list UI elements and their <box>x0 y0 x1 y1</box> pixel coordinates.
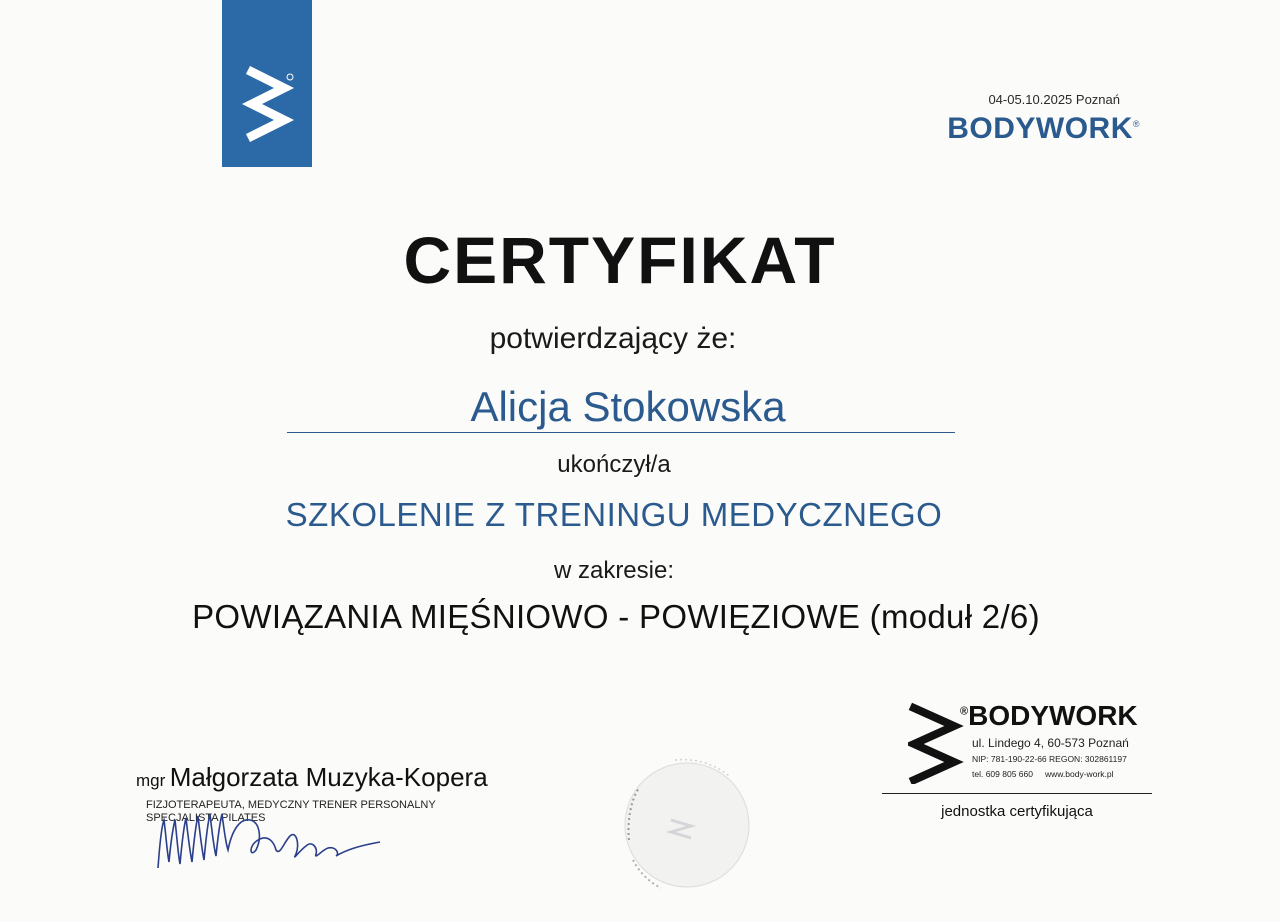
event-date: 04-05.10.2025 Poznań <box>988 92 1120 107</box>
registered-mark: ® <box>1132 119 1140 129</box>
name-underline <box>287 432 955 433</box>
signatory-prefix: mgr <box>136 771 166 790</box>
company-w-logo-icon <box>908 702 968 784</box>
recipient-name: Alicja Stokowska <box>470 383 786 430</box>
signatory-fullname: Małgorzata Muzyka-Kopera <box>169 762 488 792</box>
w-logo-icon <box>222 0 312 167</box>
company-address: ul. Lindego 4, 60-573 Poznań <box>972 736 1129 750</box>
course-title: SZKOLENIE Z TRENINGU MEDYCZNEGO <box>285 496 943 533</box>
handwritten-signature <box>140 790 390 880</box>
signatory-role-line1: FIZJOTERAPEUTA, MEDYCZNY TRENER PERSONALNY <box>146 799 436 811</box>
certificate-title: CERTYFIKAT <box>403 223 837 297</box>
signatory-role-line2: SPECJALISTA PILATES <box>146 812 266 824</box>
company-wordmark <box>960 700 1138 732</box>
company-ids: NIP: 781-190-22-66 REGON: 302861197 <box>972 754 1127 764</box>
brand-wordmark <box>900 112 1140 146</box>
scope-description: POWIĄZANIA MIĘŚNIOWO - POWIĘZIOWE (moduł 2/6) <box>192 598 1040 635</box>
brand-name: BODYWORK <box>947 112 1133 145</box>
company-contact <box>972 769 1113 779</box>
brand-tab <box>222 0 312 167</box>
certifying-unit-label: jednostka certyfikująca <box>941 803 1093 820</box>
embossed-seal <box>615 750 765 900</box>
certificate-subtitle: potwierdzający że: <box>489 322 737 355</box>
completed-label: ukończył/a <box>557 451 671 478</box>
company-phone: tel. 609 805 660 <box>972 769 1033 779</box>
company-website: www.body-work.pl <box>1044 769 1114 779</box>
company-registered-mark: ® <box>960 705 969 718</box>
company-divider <box>882 793 1152 794</box>
company-name: BODYWORK <box>968 700 1138 731</box>
signatory-name <box>136 762 556 793</box>
scope-label: w zakresie: <box>553 557 675 584</box>
